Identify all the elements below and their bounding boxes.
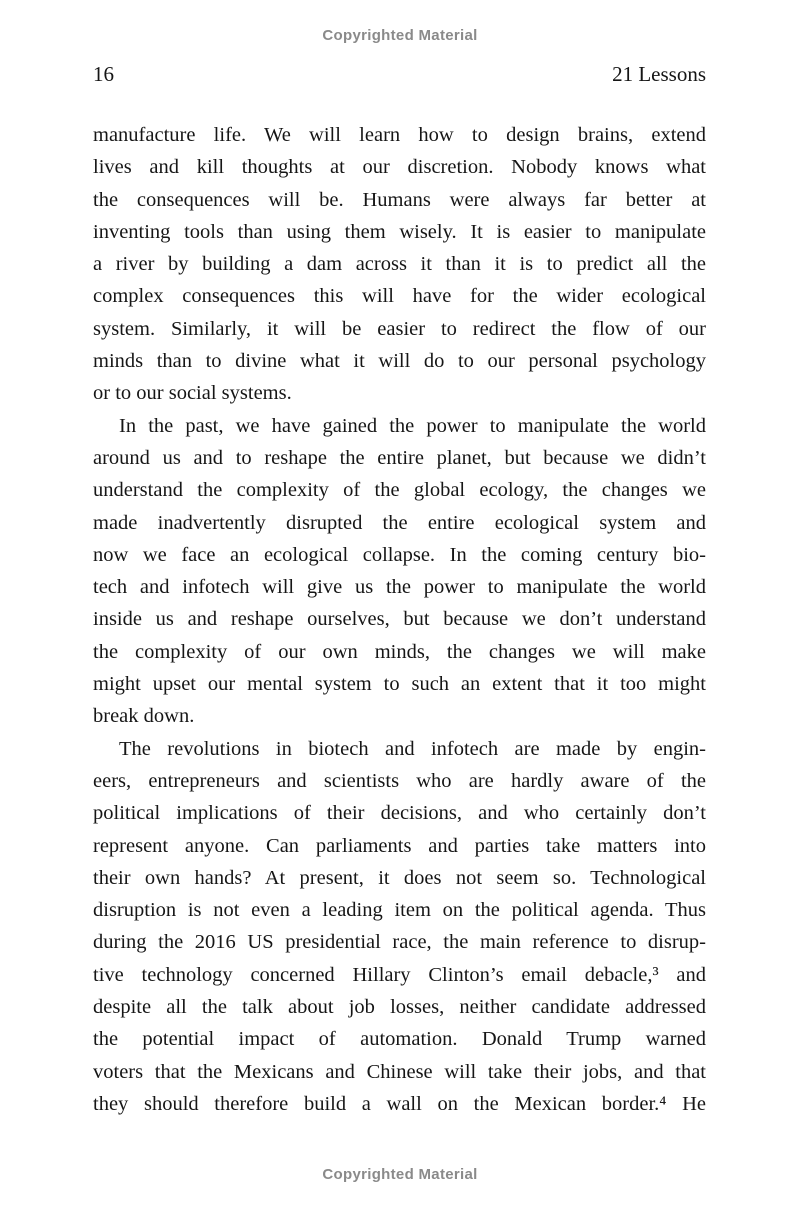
text-line: or to our social systems. [93, 382, 292, 405]
text-line: understand the complexity of the global ecology, the changes we [93, 479, 706, 502]
text-line: made inadvertently disrupted the entire ecological system and [93, 511, 706, 534]
running-head: 21 Lessons [612, 62, 706, 86]
text-line: might upset our mental system to such an extent that it too might [93, 673, 706, 696]
text-line: despite all the talk about job losses, neither candidate addressed [93, 996, 706, 1019]
text-line: tive technology concerned Hillary Clinton’s email debacle,³ and [93, 963, 706, 986]
text-line: complex consequences this will have for the wider ecological [93, 285, 706, 308]
text-line: political implications of their decisions, and who certainly don’t [93, 802, 706, 825]
copyright-watermark-top: Copyrighted Material [322, 27, 478, 44]
text-line: they should therefore build a wall on the Mexican border.⁴ He [93, 1092, 706, 1115]
text-line: inventing tools than using them wisely. It is easier to manipulate [93, 220, 706, 243]
text-line: now we face an ecological collapse. In the coming century bio- [93, 543, 706, 566]
text-line: voters that the Mexicans and Chinese will take their jobs, and that [93, 1060, 706, 1083]
text-line: the consequences will be. Humans were always far better at [93, 188, 706, 211]
text-line: inside us and reshape ourselves, but because we don’t understand [93, 608, 706, 631]
text-line: break down. [93, 705, 195, 728]
body-text [93, 119, 706, 1120]
text-line: a river by building a dam across it than it is to predict all the [93, 253, 706, 276]
text-line: disruption is not even a leading item on the political agenda. Thus [93, 899, 706, 922]
text-line: the complexity of our own minds, the changes we will make [93, 640, 706, 663]
text-line: eers, entrepreneurs and scientists who are hardly aware of the [93, 769, 706, 792]
text-line: minds than to divine what it will do to our personal psychology [93, 350, 706, 373]
text-line: represent anyone. Can parliaments and parties take matters into [93, 834, 706, 857]
page-number: 16 [93, 62, 114, 86]
text-line: system. Similarly, it will be easier to redirect the flow of our [93, 317, 706, 340]
text-line: during the 2016 US presidential race, the main reference to disrup- [93, 931, 706, 954]
text-line: In the past, we have gained the power to manipulate the world [119, 414, 706, 437]
paragraph [93, 119, 706, 410]
paragraph [93, 733, 706, 1121]
text-line: manufacture life. We will learn how to design brains, extend [93, 124, 706, 146]
page-header [93, 62, 706, 87]
text-line: around us and to reshape the entire planet, but because we didn’t [93, 446, 706, 469]
text-line: The revolutions in biotech and infotech are made by engin- [119, 737, 706, 760]
text-line: lives and kill thoughts at our discretion. Nobody knows what [93, 156, 706, 179]
paragraph [93, 410, 706, 733]
text-line: the potential impact of automation. Donald Trump warned [93, 1028, 706, 1051]
text-line: their own hands? At present, it does not seem so. Technological [93, 866, 706, 889]
text-line: tech and infotech will give us the power to manipulate the world [93, 576, 706, 599]
copyright-watermark-bottom: Copyrighted Material [322, 1166, 478, 1183]
